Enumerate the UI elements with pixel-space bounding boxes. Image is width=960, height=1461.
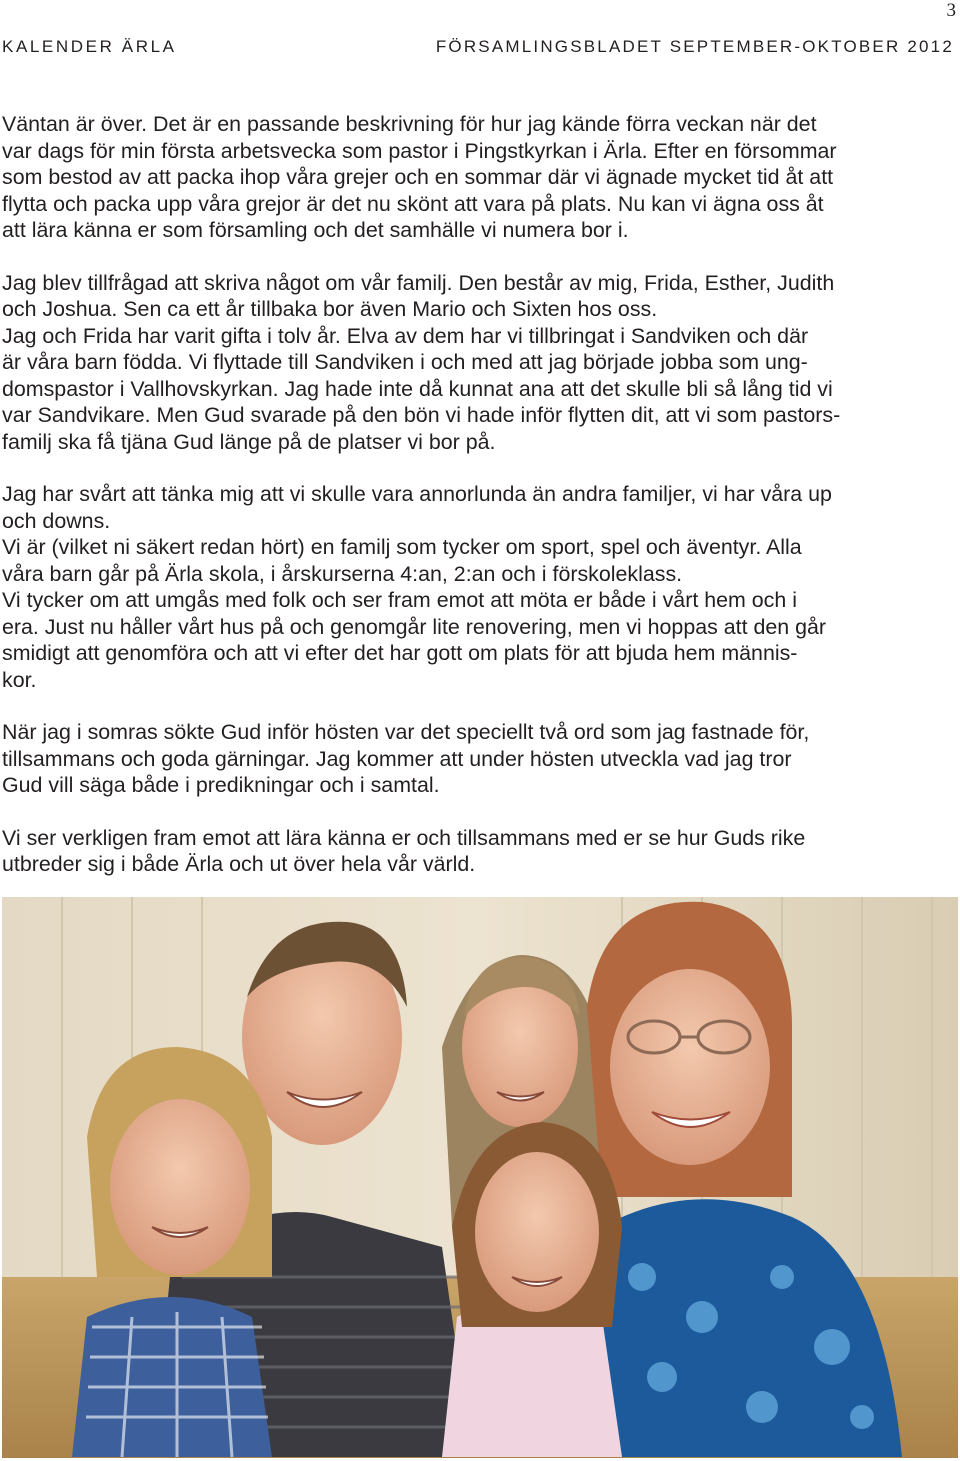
paragraph-intro: Väntan är över. Det är en passande beskrivning för hur jag kände förra veckan när det var dags för min första arbetsvecka som pastor i Pingstkyrkan i Ärla. Efter en försommar som bestod av att packa ihop våra grejer och en sommar där vi ägnade mycket tid åt att flytta och packa upp våra grejor är det nu skönt att vara på plats. Nu kan vi ägna oss åt att lära känna er som församling och det samhälle vi numera bor i. (2, 112, 837, 242)
paragraph-words: När jag i somras sökte Gud inför hösten var det speciellt två ord som jag fastnade för, tillsammans och goda gärningar. Jag kommer att under hösten utveckla vad jag tror Gud vill säga både i predikningar och i samtal. (2, 720, 810, 797)
article-body (2, 111, 958, 878)
paragraph-family: Jag blev tillfrågad att skriva något om vår familj. Den består av mig, Frida, Esther, Judith och Joshua. Sen ca ett år tillbaka bor även Mario och Sixten hos oss. Jag och Frida har varit gifta i tolv år. Elva av dem har vi tillbringat i Sandviken och där är våra barn födda. Vi flyttade till Sandviken i och med att jag började jobba som ung- domspastor i Vallhovskyrkan. Jag hade inte då kunnat ana att det skulle bli så lång tid vi var Sandvikare. Men Gud svarade på den bön vi hade inför flytten dit, att vi som pastors- familj ska få tjäna Gud länge på de platser vi bor på. (2, 270, 841, 454)
family-photo (2, 897, 958, 1458)
section-title: KALENDER ÄRLA (2, 37, 177, 56)
paragraph-interests: Jag har svårt att tänka mig att vi skulle vara annorlunda än andra familjer, vi har våra up och downs. Vi är (vilket ni säkert redan hört) en familj som tycker om sport, spel och äventyr. Alla våra barn går på Ärla skola, i årskurserna 4:an, 2:an och i förskoleklass. Vi tycker om att umgås med folk och ser fram emot att möta er både i vårt hem och i era. Just nu håller vårt hus på och genomgår lite renovering, men vi hoppas att den går smidigt att genomföra och att vi efter det har gott om plats för att bjuda hem männis- kor. (2, 482, 832, 692)
publication-title: FÖRSAMLINGSBLADET SEPTEMBER-OKTOBER 2012 (435, 37, 954, 56)
page-number: 3 (946, 0, 956, 21)
paragraph-closing: Vi ser verkligen fram emot att lära känna er och tillsammans med er se hur Guds rike utbreder sig i både Ärla och ut över hela vår värld. (2, 825, 806, 876)
